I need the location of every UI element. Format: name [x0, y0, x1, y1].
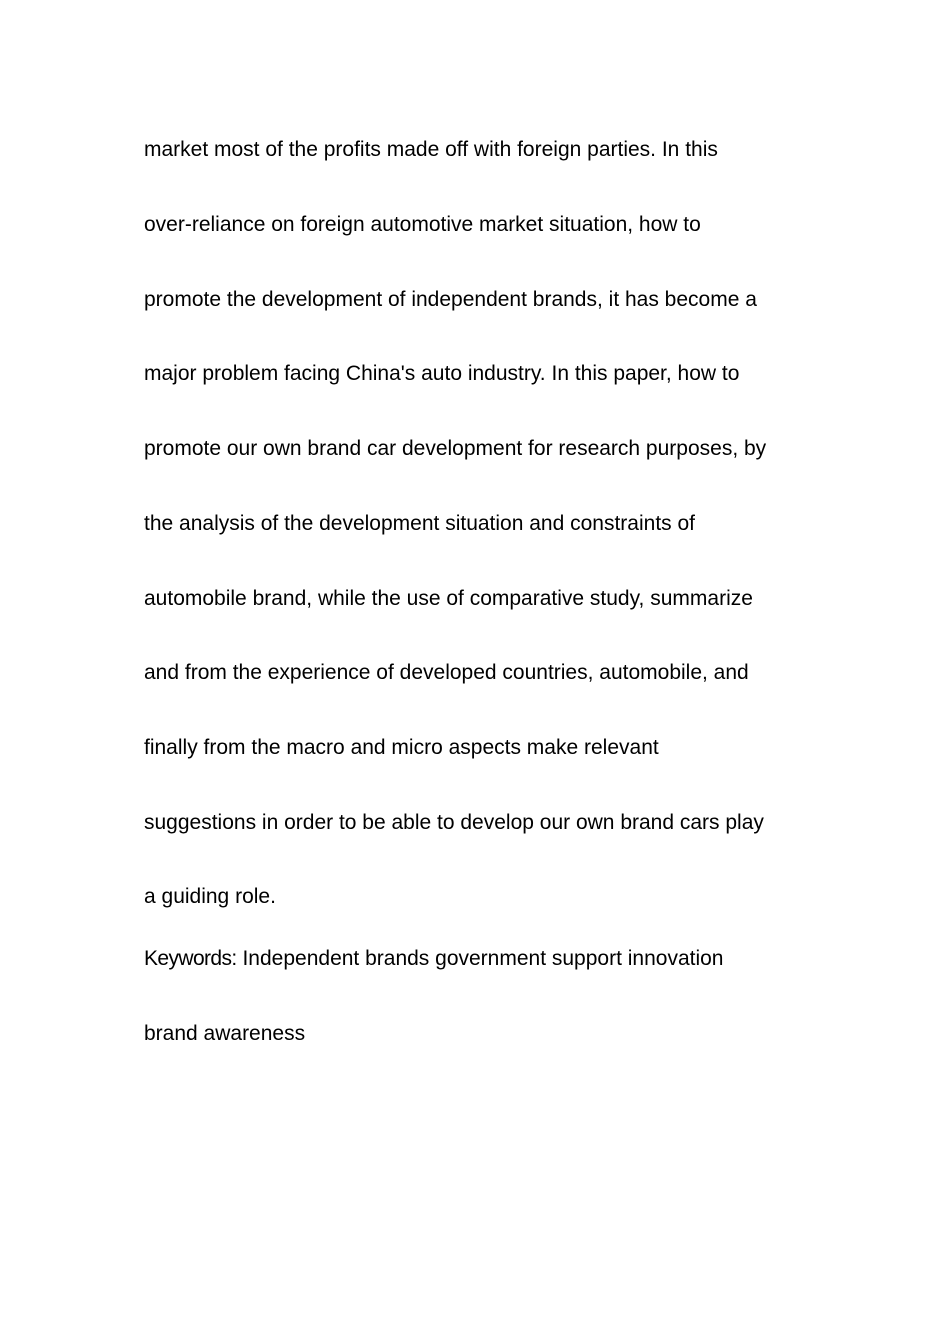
- abstract-line-9: finally from the macro and micro aspects make relevant: [144, 736, 659, 759]
- keywords-continuation: brand awareness: [144, 1022, 306, 1045]
- abstract-line-2: over-reliance on foreign automotive market situation, how to: [144, 213, 701, 236]
- abstract-line-5: promote our own brand car development for research purposes, by: [144, 437, 767, 460]
- abstract-line-4: major problem facing China's auto industry. In this paper, how to: [144, 362, 740, 385]
- abstract-line-7: automobile brand, while the use of comparative study, summarize: [144, 587, 753, 610]
- abstract-line-10: suggestions in order to be able to develop our own brand cars play: [144, 811, 764, 834]
- keywords-line: [144, 946, 724, 972]
- keywords-values: Independent brands government support innovation: [236, 947, 724, 970]
- abstract-line-11: a guiding role.: [144, 885, 276, 908]
- abstract-line-8: and from the experience of developed countries, automobile, and: [144, 661, 749, 684]
- abstract-line-3: promote the development of independent brands, it has become a: [144, 288, 757, 311]
- abstract-line-6: the analysis of the development situation and constraints of: [144, 512, 696, 535]
- abstract-line-1: market most of the profits made off with foreign parties. In this: [144, 138, 718, 161]
- keywords-label: Keywords:: [144, 947, 237, 970]
